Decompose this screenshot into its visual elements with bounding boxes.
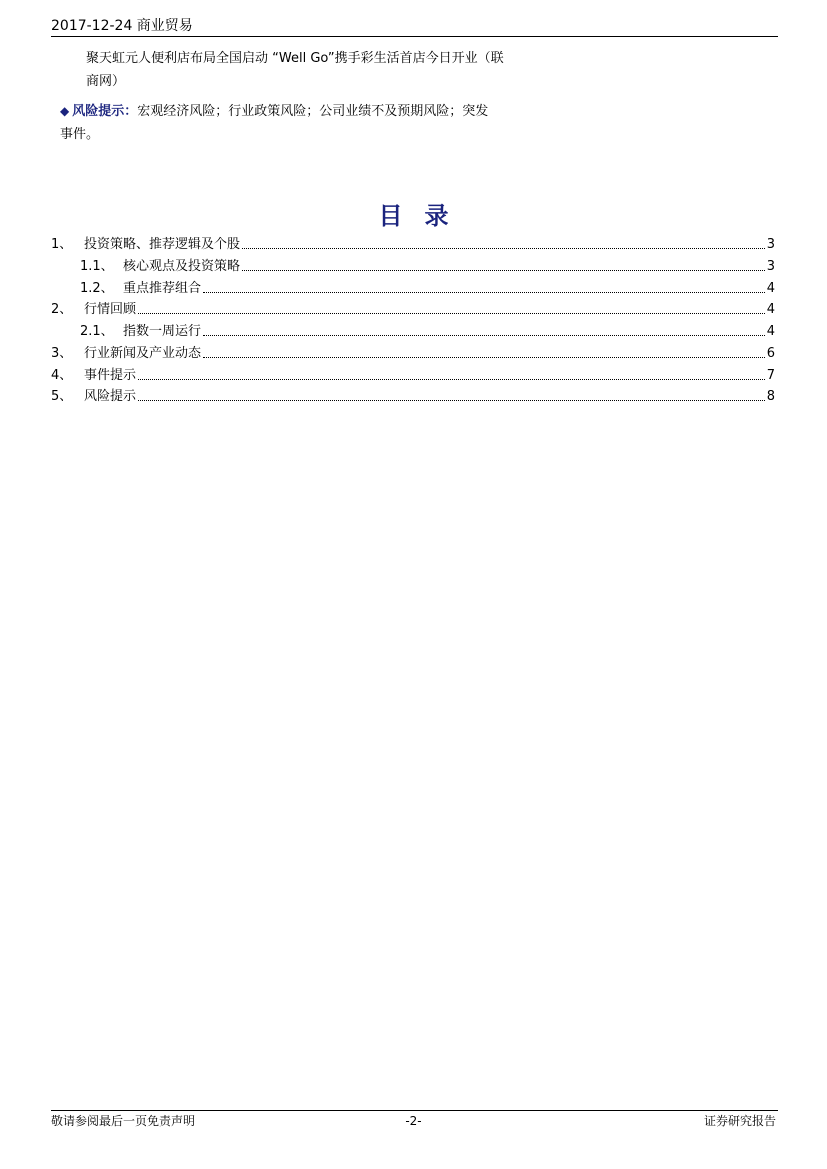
footer-report-type: 证券研究报告 xyxy=(703,1114,776,1128)
toc-entry-page: 7 xyxy=(766,368,775,383)
toc-dot-leader xyxy=(203,357,765,358)
toc-entry[interactable] xyxy=(80,281,775,297)
diamond-bullet-icon: ◆ xyxy=(60,104,70,118)
toc-entry-number: 2.1、 xyxy=(80,324,114,339)
toc-dot-leader xyxy=(203,292,765,293)
toc-dot-leader xyxy=(242,270,765,271)
toc-entry[interactable] xyxy=(80,324,775,340)
footer-disclaimer: 敬请参阅最后一页免责声明 xyxy=(51,1114,196,1128)
toc-entry-number: 1.1、 xyxy=(80,259,114,274)
toc-entry-text: 风险提示 xyxy=(84,389,137,404)
toc-entry-text: 指数一周运行 xyxy=(123,324,202,339)
toc-entry[interactable] xyxy=(51,346,775,362)
risk-warning xyxy=(60,103,488,120)
risk-label: 风险提示： xyxy=(72,104,138,119)
toc-entry-page: 6 xyxy=(766,346,775,361)
toc-entry-page: 4 xyxy=(766,324,775,339)
toc-entry[interactable] xyxy=(51,237,775,253)
toc-entry-text: 行情回顾 xyxy=(84,302,137,317)
toc-entry[interactable] xyxy=(51,368,775,384)
news-item-line-2: 商网） xyxy=(86,74,126,89)
toc-entry-page: 4 xyxy=(766,302,775,317)
risk-text-continued: 事件。 xyxy=(60,127,100,142)
toc-entry-text: 重点推荐组合 xyxy=(123,281,202,296)
toc-entry-text: 核心观点及投资策略 xyxy=(123,259,241,274)
toc-dot-leader xyxy=(242,248,765,249)
news-item-line-1: 聚天虹元人便利店布局全国启动 “Well Go”携手彩生活首店今日开业（联 xyxy=(86,51,504,66)
toc-entry-page: 3 xyxy=(766,237,775,252)
toc-entry-number: 5、 xyxy=(51,389,73,404)
toc-title: 目录 xyxy=(378,202,471,230)
toc-entry-page: 8 xyxy=(766,389,775,404)
toc-entry-number: 1、 xyxy=(51,237,73,252)
toc-entry-number: 3、 xyxy=(51,346,73,361)
footer-page-number: -2- xyxy=(405,1114,422,1128)
footer-divider xyxy=(51,1110,778,1111)
toc-entry-text: 投资策略、推荐逻辑及个股 xyxy=(84,237,241,252)
toc-dot-leader xyxy=(138,313,765,314)
toc-entry-page: 4 xyxy=(766,281,775,296)
toc-dot-leader xyxy=(138,379,765,380)
toc-entry-text: 事件提示 xyxy=(84,368,137,383)
header-date-sector: 2017-12-24 商业贸易 xyxy=(51,18,193,34)
toc-entry-text: 行业新闻及产业动态 xyxy=(84,346,202,361)
toc-entry-page: 3 xyxy=(766,259,775,274)
toc-dot-leader xyxy=(138,400,765,401)
toc-entry-number: 1.2、 xyxy=(80,281,114,296)
risk-text: 宏观经济风险；行业政策风险；公司业绩不及预期风险；突发 xyxy=(137,104,489,119)
toc-entry[interactable] xyxy=(51,389,775,405)
toc-entry-number: 2、 xyxy=(51,302,73,317)
page-header xyxy=(51,16,778,37)
toc-dot-leader xyxy=(203,335,765,336)
toc-entry[interactable] xyxy=(80,259,775,275)
toc-entry[interactable] xyxy=(51,302,775,318)
toc-entry-number: 4、 xyxy=(51,368,73,383)
